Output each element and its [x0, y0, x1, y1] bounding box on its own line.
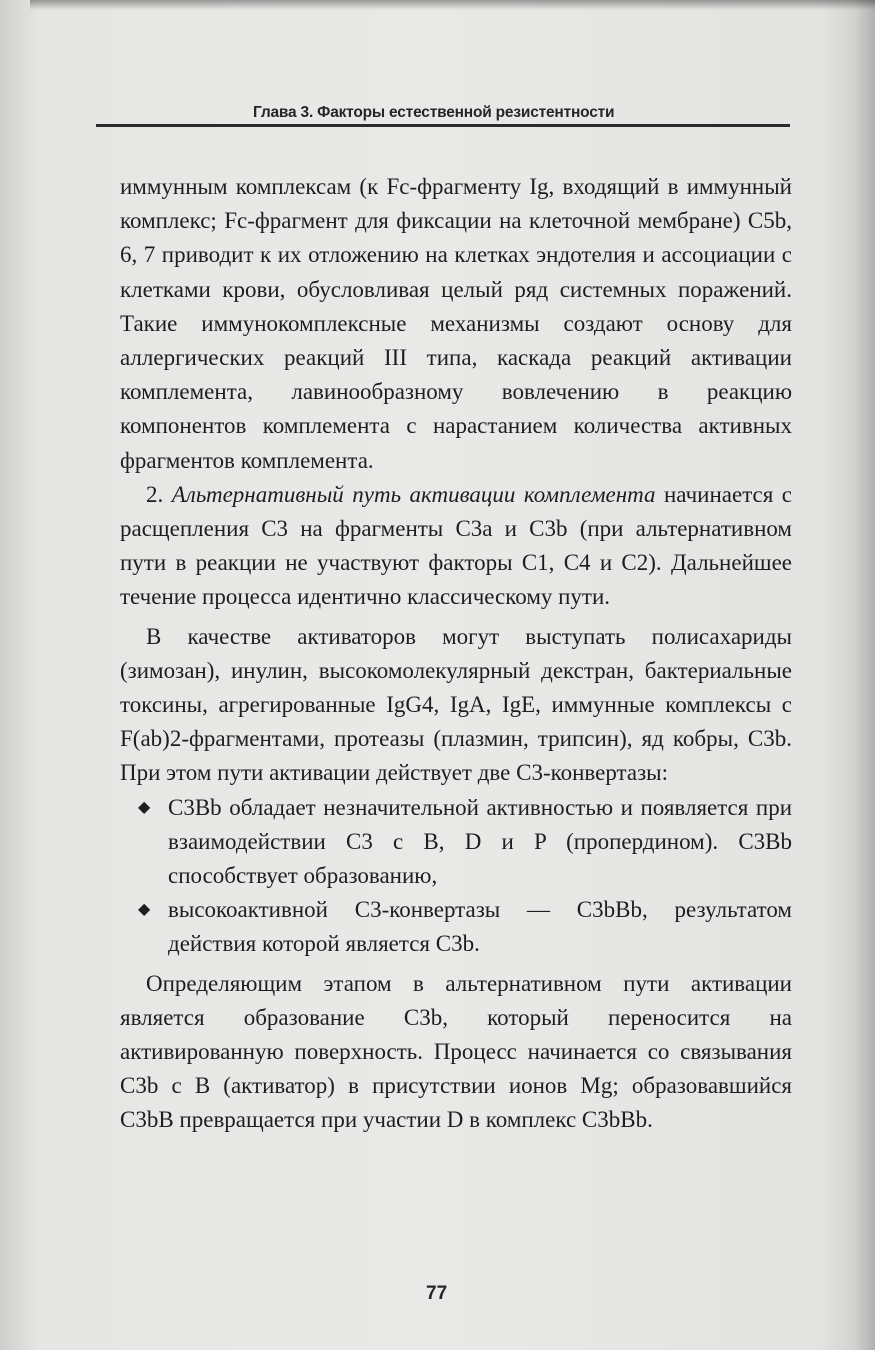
running-head: Глава 3. Факторы естественной резистентности	[253, 104, 615, 121]
paragraph-2-text: начинается с расщепления C3 на фрагменты C3a и C3b (при альтернативном пути в реакции не участвуют факторы C1, C4 и C2). Дальнейшее течение процесса идентично классическому пути.	[120, 481, 793, 610]
diamond-bullet-icon: ◆	[138, 798, 151, 816]
paragraph-2-term: Альтернативный путь активации комплемента	[171, 481, 656, 507]
header-rule	[96, 124, 790, 127]
list-item-text: C3Bb обладает незначительной активностью и появляется при взаимодействии C3 с B, D и P (пропердином). C3Bb способствует образованию,	[168, 794, 792, 889]
list-item-text: высокоактивной C3-конвертазы — C3bBb, результатом действия которой является C3b.	[168, 897, 792, 957]
diamond-bullet-icon: ◆	[138, 901, 151, 919]
paragraph-4: Определяющим этапом в альтернативном пути активации является образование C3b, который переносится на активированную поверхность. Процесс начинается со связывания C3b с B (активатор) в присутствии ионов Mg; образовавшийся C3bB превращается при участии D в комплекс C3bBb.	[120, 970, 792, 1133]
list-item	[120, 791, 792, 894]
paragraph-3: В качестве активаторов могут выступать полисахариды (зимозан), инулин, высокомолекулярный декстран, бактериальные токсины, агрегированные IgG4, IgA, IgE, иммунные комплексы с F(ab)2-фрагментами, протеазы (плазмин, трипсин), яд кобры, C3b. При этом пути активации действует две C3-конвертазы:	[120, 623, 792, 786]
paragraph-1: иммунным комплексам (к Fc-фрагменту Ig, входящий в иммунный комплекс; Fc-фрагмент для фиксации на клеточной мембране) C5b, 6, 7 приводит к их отложению на клетках эндотелия и ассоциации с клетками крови, обусловливая целый ряд системных поражений. Такие иммунокомплексные механизмы создают основу для аллергических реакций III типа, каскада реакций активации комплемента, лавинообразному вовлечению в реакцию компонентов комплемента с нарастанием количества активных фрагментов комплемента.	[120, 174, 792, 473]
list-item	[120, 893, 792, 961]
scan-top-shadow	[30, 0, 875, 10]
page-number: 77	[426, 1283, 448, 1304]
bullet-list	[120, 791, 792, 962]
page-edge-shadow	[853, 0, 875, 1350]
paragraph-2-number: 2.	[146, 481, 164, 507]
body-text	[120, 170, 792, 1138]
paragraph-2	[120, 478, 792, 615]
